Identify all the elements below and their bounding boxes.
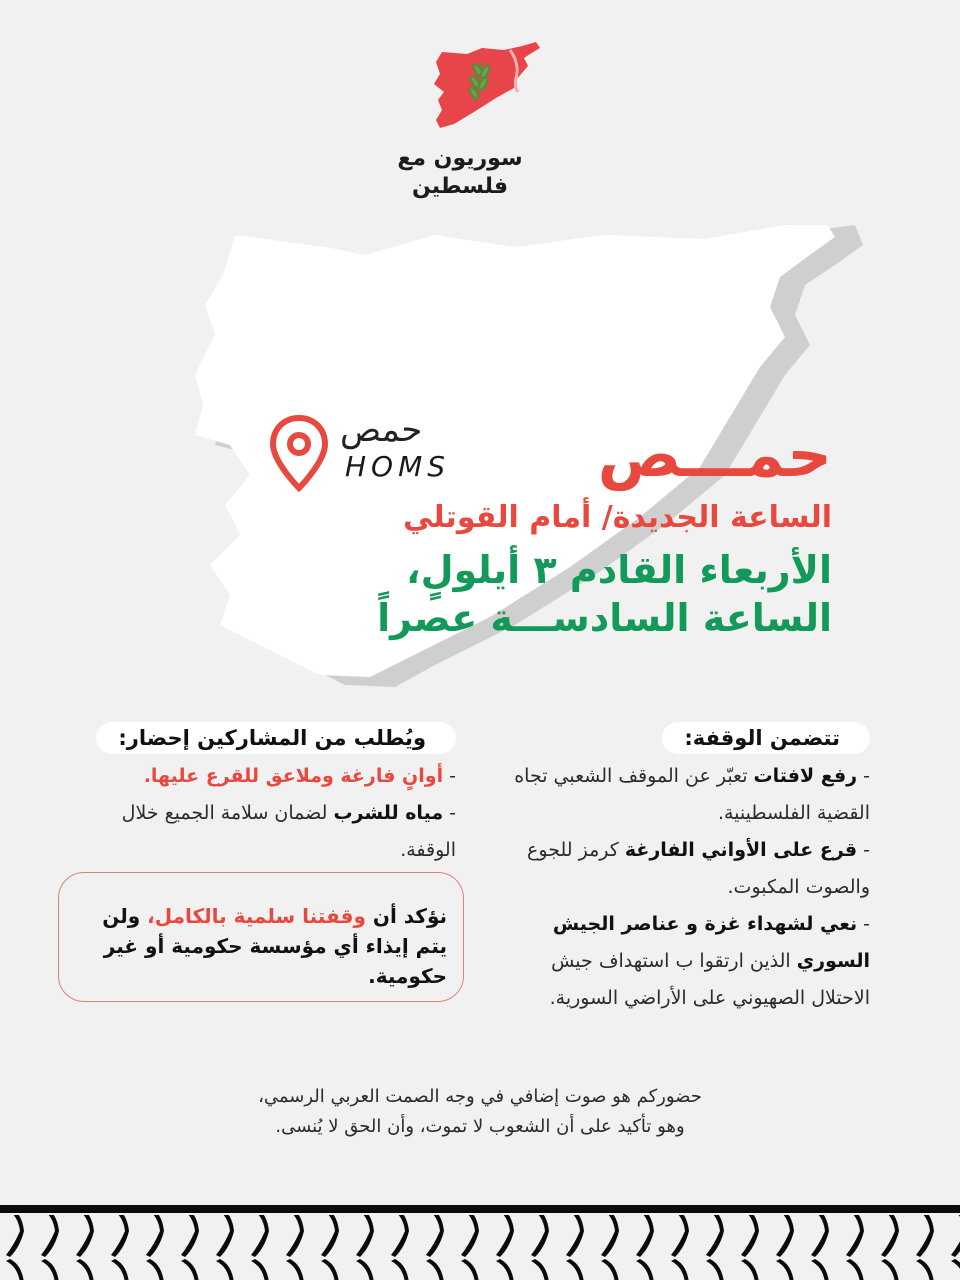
syria-map-wheat-icon	[412, 40, 552, 140]
bring-item: - مياه للشرب لضمان سلامة الجميع خلال الوقفة.	[121, 802, 456, 861]
notice-prefix: نؤكد أن	[365, 904, 447, 928]
peaceful-notice-box	[58, 872, 464, 1002]
bring-section	[96, 722, 456, 869]
item-text: كرمز للجوع والصوت المكبوت.	[527, 839, 870, 898]
item-text: لضمان سلامة الجميع خلال الوقفة.	[121, 802, 456, 861]
item-highlight: أوانٍ فارغة وملاعق للقرع عليها.	[143, 765, 444, 787]
includes-section	[490, 722, 870, 1017]
notice-highlight: وقفتنا سلمية بالكامل،	[147, 904, 366, 928]
closing-line-2: وهو تأكيد على أن الشعوب لا تموت، وأن الحق لا يُنسى.	[275, 1116, 685, 1137]
item-bold: قرع على الأواني الفارغة	[624, 839, 858, 861]
item-text: تعبّر عن الموقف الشعبي تجاه القضية الفلسطينية.	[514, 765, 870, 824]
bring-title: ويُطلب من المشاركين إحضار:	[96, 722, 456, 754]
includes-item: - قرع على الأواني الفارغة كرمز للجوع والصوت المكبوت.	[527, 839, 870, 898]
city-title: حمـــص	[597, 418, 832, 491]
includes-item: - رفع لافتات تعبّر عن الموقف الشعبي تجاه القضية الفلسطينية.	[514, 765, 870, 824]
date-text: الأربعاء القادم ٣ أيلولٍ،	[406, 548, 832, 592]
bring-item: - أوانٍ فارغة وملاعق للقرع عليها.	[143, 765, 456, 787]
item-bold: مياه للشرب	[333, 802, 444, 824]
logo-title	[380, 145, 540, 201]
item-bold: نعي لشهداء غزة و عناصر الجيش السوري	[552, 913, 870, 972]
time-text: الساعة السادســـة عصراً	[377, 596, 832, 640]
item-text: الذين ارتقوا ب استهداف جيش الاحتلال الصهيوني على الأراضي السورية.	[549, 950, 870, 1009]
location-pin-icon	[268, 414, 330, 494]
item-bold: رفع لافتات	[753, 765, 858, 787]
logo-line-2: فلسطين	[412, 174, 508, 199]
map-label-english: HOMS	[345, 450, 451, 483]
notice-text: ولن يتم إيذاء أي مؤسسة حكومية أو غير حكومية.	[102, 904, 447, 988]
includes-title: تتضمن الوقفة:	[662, 722, 870, 754]
closing-statement	[180, 1082, 780, 1142]
location-text: الساعة الجديدة/ أمام القوتلي	[402, 500, 832, 535]
logo-line-1: سوريون مع	[397, 146, 523, 171]
includes-item: - نعي لشهداء غزة و عناصر الجيش السوري الذين ارتقوا ب استهداف جيش الاحتلال الصهيوني على الأراضي السورية.	[549, 913, 870, 1009]
map-label-arabic: حمص	[340, 410, 423, 450]
keffiyeh-pattern-icon	[0, 1205, 960, 1280]
closing-line-1: حضوركم هو صوت إضافي في وجه الصمت العربي الرسمي،	[258, 1086, 702, 1107]
